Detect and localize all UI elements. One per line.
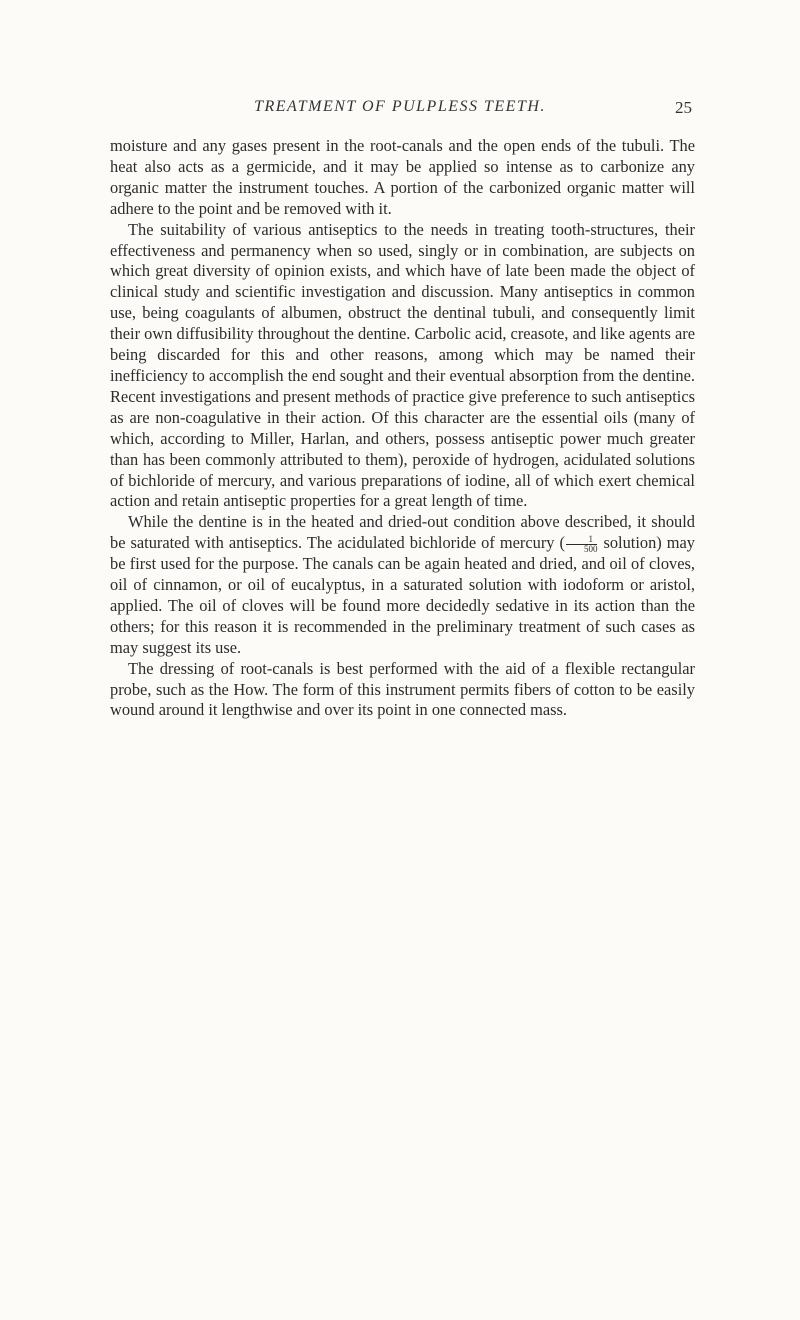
running-head bbox=[110, 98, 690, 128]
paragraph-saturation-end: solution) may be first used for the purpose. The canals can be again heated and dried, and oil of cloves, oil of cinnamon, or oil of eucalyptus, in a saturated solution with iodoform or aristol, applied. The oil of cloves will be found more decidedly sedative in its action than the others; for this reason it is recommended in the preliminary treatment of such cases as may suggest its use. bbox=[110, 533, 695, 657]
fraction-denominator: 500 bbox=[583, 543, 598, 554]
running-title: TREATMENT OF PULPLESS TEETH. bbox=[254, 98, 546, 115]
paragraph-antiseptics: The suitability of various antiseptics to the needs in treating tooth-structures, their effectiveness and permanency when so used, singly or in combination, are subjects on which great diversity of opinion exists, and which have of late been made the object of clinical study and scientific investigation and discussion. Many antiseptics in common use, being coagulants of albumen, obstruct the dentinal tubuli, and consequently limit their own diffusibility throughout the dentine. Carbolic acid, creasote, and like agents are being discarded for this and other reasons, among which may be named their inefficiency to accomplish the end sought and their eventual absorption from the dentine. Recent investigations and present methods of practice give preference to such antiseptics as are non-coagulative in their action. Of this character are the essential oils (many of which, according to Miller, Harlan, and others, possess antiseptic power much greater than has been commonly attributed to them), peroxide of hydrogen, acidulated solutions of bichloride of mercury, and various preparations of iodine, all of which exert chemical action and retain antiseptic properties for a great length of time. bbox=[110, 219, 695, 511]
page-number: 25 bbox=[675, 98, 692, 117]
body-text bbox=[110, 136, 695, 721]
fraction-numerator: 1 bbox=[566, 535, 598, 545]
paragraph-saturation-start: While the dentine is in the heated and dried-out condition above described, it should be saturated with antiseptics. The acidulated bichloride of mercury ( bbox=[110, 512, 695, 553]
paragraph-continuation: moisture and any gases present in the root-canals and the open ends of the tubuli. The heat also acts as a germicide, and it may be applied so intense as to carbonize any organic matter the instrument touches. A portion of the carbonized organic matter will adhere to the point and be removed with it. bbox=[110, 136, 695, 218]
dilution-fraction bbox=[566, 535, 598, 554]
paragraph-dressing: The dressing of root-canals is best performed with the aid of a flexible rectangular probe, such as the How. The form of this instrument permits fibers of cotton to be easily wound around it lengthwise and over its point in one connected mass. bbox=[110, 658, 695, 720]
paragraph-saturation bbox=[110, 512, 695, 658]
